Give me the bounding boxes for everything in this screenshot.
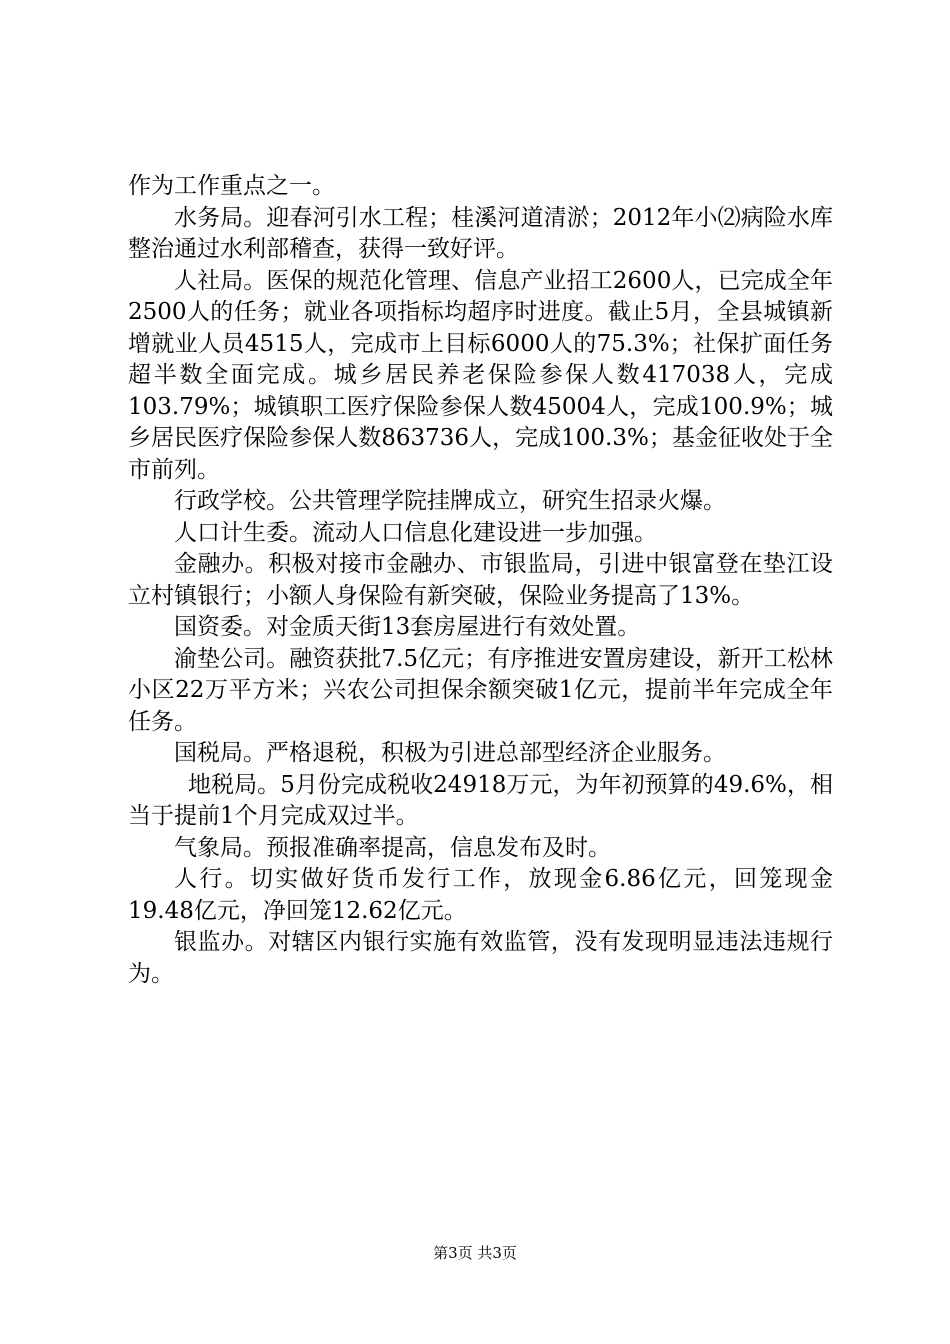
paragraph-national-tax: 国税局。严格退税，积极为引进总部型经济企业服务。 <box>174 740 726 766</box>
paragraph-population-family-planning: 人口计生委。流动人口信息化建设进一步加强。 <box>174 519 657 546</box>
page-footer: 第3页 共3页 <box>433 1244 517 1262</box>
paragraph-water-bureau: 水务局。迎春河引水工程；桂溪河道清淤；2012年小⑵病险水库整治通过水利部稽查，获得一致好评。 <box>128 204 833 262</box>
paragraph-yudian-company: 渝垫公司。融资获批7.5亿元；有序推进安置房建设，新开工松林小区22万平方米；兴农公司担保余额突破1亿元，提前半年完成全年任务。 <box>128 645 833 735</box>
paragraph-human-resources: 人社局。医保的规范化管理、信息产业招工2600人，已完成全年2500人的任务；就业各项指标均超序时进度。截止5月，全县城镇新增就业人员4515人，完成市上目标6000人的75.3%；社保扩面任务超半数全面完成。城乡居民养老保险参保人数417038人，完成103.79%；城镇职工医疗保险参保人数45004人，完成100.9%；城乡居民医疗保险参保人数863736人，完成100.3%；基金征收处于全市前列。 <box>128 267 833 483</box>
paragraph-banking-regulation: 银监办。对辖区内银行实施有效监管，没有发现明显违法违规行为。 <box>128 929 833 987</box>
paragraph-peoples-bank: 人行。切实做好货币发行工作，放现金6.86亿元，回笼现金19.48亿元，净回笼12.62亿元。 <box>128 866 833 924</box>
paragraph-state-assets: 国资委。对金质天街13套房屋进行有效处置。 <box>174 614 641 640</box>
paragraph-continuation: 作为工作重点之一。 <box>128 173 335 199</box>
paragraph-meteorology: 气象局。预报准确率提高，信息发布及时。 <box>174 834 611 861</box>
paragraph-local-tax: 地税局。5月份完成税收24918万元，为年初预算的49.6%，相当于提前1个月完成双过半。 <box>128 771 833 829</box>
paragraph-finance-office: 金融办。积极对接市金融办、市银监局，引进中银富登在垫江设立村镇银行；小额人身保险有新突破，保险业务提高了13%。 <box>128 551 833 609</box>
document-body <box>128 171 833 990</box>
paragraph-administrative-school: 行政学校。公共管理学院挂牌成立，研究生招录火爆。 <box>174 488 726 514</box>
